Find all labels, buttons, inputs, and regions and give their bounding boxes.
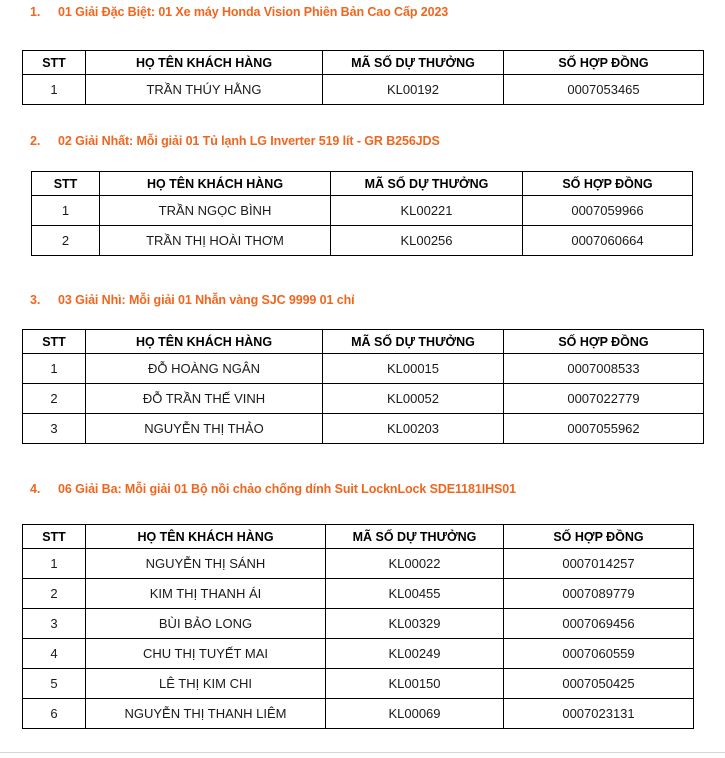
table-row <box>23 669 694 699</box>
cell-stt: 5 <box>23 669 86 699</box>
table-row <box>23 354 704 384</box>
prize-table-3 <box>22 329 704 444</box>
table-row <box>23 414 704 444</box>
section-title-2: 02 Giải Nhất: Mỗi giải 01 Tủ lạnh LG Inverter 519 lít - GR B256JDS <box>58 134 440 148</box>
cell-customer-name: ĐỖ TRẦN THẾ VINH <box>86 384 323 414</box>
cell-customer-name: ĐỖ HOÀNG NGÂN <box>86 354 323 384</box>
cell-customer-name: KIM THỊ THANH ÁI <box>86 579 326 609</box>
cell-lucky-code: KL00150 <box>326 669 504 699</box>
cell-contract-no: 0007055962 <box>504 414 704 444</box>
section-title-4: 06 Giải Ba: Mỗi giải 01 Bộ nồi chảo chống dính Suit LocknLock SDE1181IHS01 <box>58 482 516 496</box>
table-row <box>23 609 694 639</box>
column-header-customer-name: HỌ TÊN KHÁCH HÀNG <box>100 172 331 196</box>
column-header-contract-no: SỐ HỢP ĐỒNG <box>504 525 694 549</box>
cell-lucky-code: KL00256 <box>331 226 523 256</box>
table-header-row <box>23 525 694 549</box>
cell-stt: 1 <box>32 196 100 226</box>
cell-contract-no: 0007059966 <box>523 196 693 226</box>
cell-contract-no: 0007023131 <box>504 699 694 729</box>
cell-customer-name: LÊ THỊ KIM CHI <box>86 669 326 699</box>
prize-table-1 <box>22 50 704 105</box>
cell-customer-name: TRẦN NGỌC BÌNH <box>100 196 331 226</box>
section-heading-2 <box>30 134 440 148</box>
section-number-3: 3. <box>30 293 41 307</box>
cell-contract-no: 0007053465 <box>504 75 704 105</box>
section-title-1: 01 Giải Đặc Biệt: 01 Xe máy Honda Vision Phiên Bản Cao Cấp 2023 <box>58 5 449 19</box>
table-row <box>23 384 704 414</box>
section-number-1: 1. <box>30 5 41 19</box>
cell-stt: 1 <box>23 354 86 384</box>
cell-contract-no: 0007008533 <box>504 354 704 384</box>
cell-customer-name: NGUYỄN THỊ THẢO <box>86 414 323 444</box>
cell-contract-no: 0007060559 <box>504 639 694 669</box>
table-row <box>32 226 693 256</box>
column-header-lucky-code: MÃ SỐ DỰ THƯỞNG <box>323 51 504 75</box>
cell-stt: 2 <box>23 384 86 414</box>
section-number-4: 4. <box>30 482 41 496</box>
cell-contract-no: 0007022779 <box>504 384 704 414</box>
cell-lucky-code: KL00015 <box>323 354 504 384</box>
table-header-row <box>23 51 704 75</box>
cell-lucky-code: KL00329 <box>326 609 504 639</box>
table-header-row <box>23 330 704 354</box>
cell-lucky-code: KL00022 <box>326 549 504 579</box>
cell-customer-name: TRẦN THÚY HẰNG <box>86 75 323 105</box>
table-row <box>23 579 694 609</box>
cell-lucky-code: KL00203 <box>323 414 504 444</box>
cell-customer-name: NGUYỄN THỊ SÁNH <box>86 549 326 579</box>
cell-stt: 1 <box>23 75 86 105</box>
cell-customer-name: TRẦN THỊ HOÀI THƠM <box>100 226 331 256</box>
column-header-stt: STT <box>23 525 86 549</box>
cell-stt: 2 <box>23 579 86 609</box>
cell-lucky-code: KL00249 <box>326 639 504 669</box>
cell-stt: 2 <box>32 226 100 256</box>
table-row <box>23 75 704 105</box>
column-header-customer-name: HỌ TÊN KHÁCH HÀNG <box>86 330 323 354</box>
cell-lucky-code: KL00192 <box>323 75 504 105</box>
section-title-3: 03 Giải Nhì: Mỗi giải 01 Nhẫn vàng SJC 9999 01 chỉ <box>58 293 355 307</box>
section-heading-4 <box>30 482 516 496</box>
column-header-lucky-code: MÃ SỐ DỰ THƯỞNG <box>323 330 504 354</box>
table-row <box>23 549 694 579</box>
cell-lucky-code: KL00052 <box>323 384 504 414</box>
section-number-2: 2. <box>30 134 41 148</box>
column-header-lucky-code: MÃ SỐ DỰ THƯỞNG <box>331 172 523 196</box>
table-header-row <box>32 172 693 196</box>
cell-stt: 1 <box>23 549 86 579</box>
prize-table-2 <box>31 171 693 256</box>
cell-stt: 6 <box>23 699 86 729</box>
column-header-contract-no: SỐ HỢP ĐỒNG <box>523 172 693 196</box>
cell-customer-name: CHU THỊ TUYẾT MAI <box>86 639 326 669</box>
footer-divider <box>0 752 725 753</box>
cell-stt: 3 <box>23 414 86 444</box>
cell-lucky-code: KL00455 <box>326 579 504 609</box>
column-header-stt: STT <box>32 172 100 196</box>
prize-table-4 <box>22 524 694 729</box>
cell-contract-no: 0007069456 <box>504 609 694 639</box>
column-header-customer-name: HỌ TÊN KHÁCH HÀNG <box>86 51 323 75</box>
cell-contract-no: 0007089779 <box>504 579 694 609</box>
column-header-stt: STT <box>23 51 86 75</box>
cell-contract-no: 0007014257 <box>504 549 694 579</box>
cell-stt: 4 <box>23 639 86 669</box>
table-row <box>23 639 694 669</box>
column-header-lucky-code: MÃ SỐ DỰ THƯỞNG <box>326 525 504 549</box>
column-header-contract-no: SỐ HỢP ĐỒNG <box>504 330 704 354</box>
column-header-contract-no: SỐ HỢP ĐỒNG <box>504 51 704 75</box>
cell-stt: 3 <box>23 609 86 639</box>
cell-customer-name: BÙI BẢO LONG <box>86 609 326 639</box>
section-heading-3 <box>30 293 355 307</box>
table-row <box>23 699 694 729</box>
column-header-stt: STT <box>23 330 86 354</box>
cell-lucky-code: KL00221 <box>331 196 523 226</box>
section-heading-1 <box>30 5 448 19</box>
cell-customer-name: NGUYỄN THỊ THANH LIÊM <box>86 699 326 729</box>
table-row <box>32 196 693 226</box>
cell-contract-no: 0007060664 <box>523 226 693 256</box>
cell-lucky-code: KL00069 <box>326 699 504 729</box>
column-header-customer-name: HỌ TÊN KHÁCH HÀNG <box>86 525 326 549</box>
cell-contract-no: 0007050425 <box>504 669 694 699</box>
